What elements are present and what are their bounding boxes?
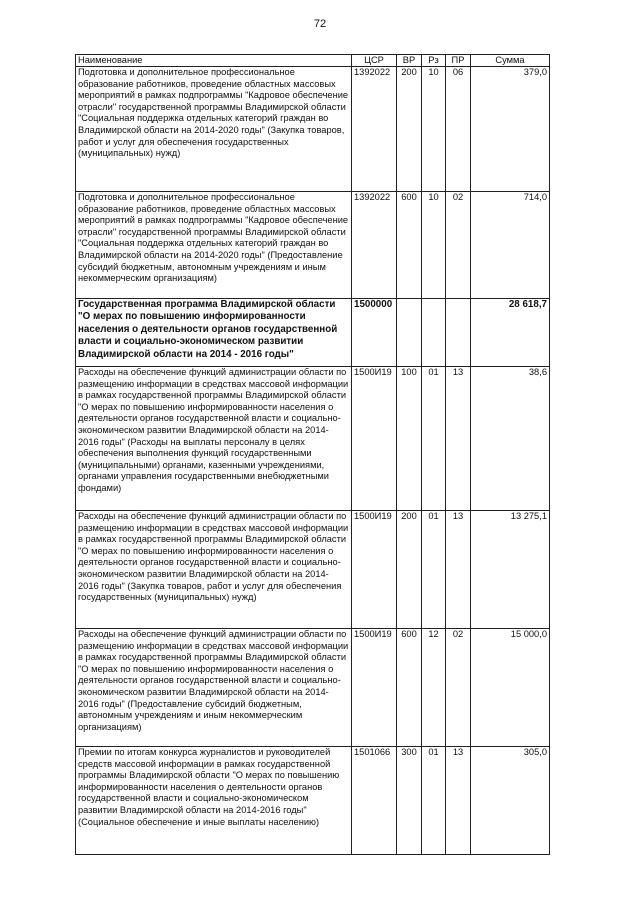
row-vr: 100 (397, 367, 422, 511)
row-vr: 600 (397, 192, 422, 299)
header-sum: Сумма (471, 55, 550, 67)
page-number: 72 (313, 18, 327, 30)
budget-table (75, 54, 550, 855)
row-sum: 379,0 (471, 67, 550, 192)
table-row (76, 67, 550, 192)
row-vr: 600 (397, 629, 422, 747)
row-rz: 01 (422, 511, 446, 629)
row-name: Государственная программа Владимирской области "О мерах по повышению информированности населения о деятельности органов государственной власти и социально-экономическом развитии Владимирской области на 2014 - 2016 годы" (76, 299, 352, 367)
row-sum: 15 000,0 (471, 629, 550, 747)
row-csr: 1392022 (352, 67, 397, 192)
table-row (76, 192, 550, 299)
row-sum: 28 618,7 (471, 299, 550, 367)
row-csr: 1500И19 (352, 629, 397, 747)
row-csr: 1500000 (352, 299, 397, 367)
table-row (76, 367, 550, 511)
row-rz: 01 (422, 367, 446, 511)
row-rz: 12 (422, 629, 446, 747)
row-sum: 714,0 (471, 192, 550, 299)
row-name: Расходы на обеспечение функций администрации области по размещению информации в средствах массовой информации в рамках государственной программы Владимирской области "О мерах по повышению информированности населения о деятельности органов государственной власти и социально-экономическом развитии Владимирской области на 2014-2016 годы" (Предоставление субсидий бюджетным, автономным учреждениям и иным некоммерческим организациям) (76, 629, 352, 747)
row-name: Расходы на обеспечение функций администрации области по размещению информации в средствах массовой информации в рамках государственной программы Владимирской области "О мерах по повышению информированности населения о деятельности органов государственной власти и социально-экономическом развитии Владимирской области на 2014-2016 годы" (Расходы на выплаты персоналу в целях обеспечения выполнения функций государственными (муниципальными) органами, казенными учреждениями, органами управления государственными внебюджетными фондами) (76, 367, 352, 511)
header-csr: ЦСР (352, 55, 397, 67)
row-csr: 1500И19 (352, 511, 397, 629)
row-vr: 300 (397, 747, 422, 855)
row-rz: 10 (422, 67, 446, 192)
table-row-program (76, 299, 550, 367)
row-vr: 200 (397, 511, 422, 629)
table-row (76, 747, 550, 855)
row-sum: 38,6 (471, 367, 550, 511)
row-csr: 1392022 (352, 192, 397, 299)
row-rz: 10 (422, 192, 446, 299)
table-row (76, 511, 550, 629)
header-pr: ПР (446, 55, 471, 67)
header-rz: Рз (422, 55, 446, 67)
row-vr (397, 299, 422, 367)
row-csr: 1501066 (352, 747, 397, 855)
row-name: Расходы на обеспечение функций администрации области по размещению информации в средствах массовой информации в рамках государственной программы Владимирской области "О мерах по повышению информированности населения о деятельности органов государственной власти и социально-экономическом развитии Владимирской области на 2014-2016 годы" (Закупка товаров, работ и услуг для обеспечения государственных (муниципальных) нужд) (76, 511, 352, 629)
table-row (76, 629, 550, 747)
row-pr: 13 (446, 747, 471, 855)
row-csr: 1500И19 (352, 367, 397, 511)
row-pr: 13 (446, 511, 471, 629)
row-pr: 13 (446, 367, 471, 511)
header-vr: ВР (397, 55, 422, 67)
row-rz: 01 (422, 747, 446, 855)
row-pr: 06 (446, 67, 471, 192)
row-name: Подготовка и дополнительное профессиональное образование работников, проведение областных массовых мероприятий в рамках подпрограммы "Кадровое обеспечение отрасли" государственной программы Владимирской области "Социальная поддержка отдельных категорий граждан во Владимирской области на 2014-2020 годы" (Закупка товаров, работ и услуг для обеспечения государственных (муниципальных) нужд) (76, 67, 352, 192)
row-sum: 13 275,1 (471, 511, 550, 629)
table-header-row (76, 55, 550, 67)
row-pr (446, 299, 471, 367)
row-name: Подготовка и дополнительное профессиональное образование работников, проведение областных массовых мероприятий в рамках подпрограммы "Кадровое обеспечение отрасли" государственной программы Владимирской области "Социальная поддержка отдельных категорий граждан во Владимирской области на 2014-2020 годы" (Предоставление субсидий бюджетным, автономным учреждениям и иным некоммерческим организациям) (76, 192, 352, 299)
row-pr: 02 (446, 629, 471, 747)
row-vr: 200 (397, 67, 422, 192)
row-sum: 305,0 (471, 747, 550, 855)
row-rz (422, 299, 446, 367)
row-pr: 02 (446, 192, 471, 299)
header-name: Наименование (76, 55, 352, 67)
row-name: Премии по итогам конкурса журналистов и руководителей средств массовой информации в рамках государственной программы Владимирской области "О мерах по повышению информированности населения о деятельности органов государственной власти и социально-экономическом развитии Владимирской области на 2014-2016 годы" (Социальное обеспечение и иные выплаты населению) (76, 747, 352, 855)
